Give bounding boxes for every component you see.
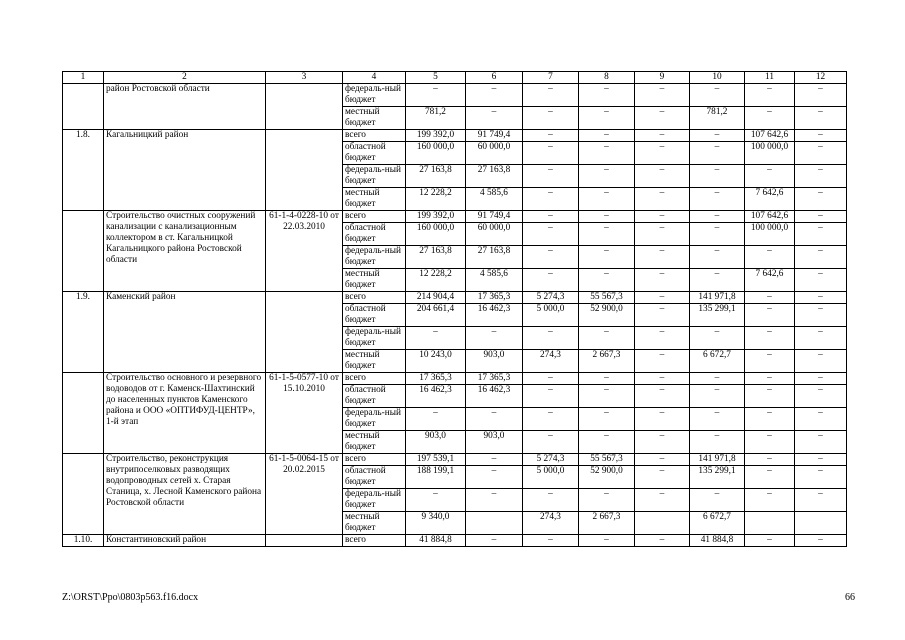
amount-cell: – (466, 107, 523, 130)
funding-source: всего (343, 535, 406, 547)
amount-cell: – (523, 431, 579, 454)
project-code (266, 535, 343, 547)
amount-cell: – (523, 188, 579, 211)
amount-cell: – (795, 142, 847, 165)
amount-cell: – (690, 431, 745, 454)
amount-cell: 91 749,4 (466, 211, 523, 223)
item-number (63, 211, 104, 292)
amount-cell: – (579, 431, 635, 454)
column-number: 11 (745, 72, 795, 84)
amount-cell: 27 163,8 (466, 165, 523, 188)
amount-cell: 4 585,6 (466, 269, 523, 292)
amount-cell: – (635, 304, 690, 327)
table-row (63, 84, 847, 107)
amount-cell: – (579, 165, 635, 188)
table-row (63, 535, 847, 547)
amount-cell: – (745, 385, 795, 408)
amount-cell: – (795, 292, 847, 304)
amount-cell: – (635, 454, 690, 466)
amount-cell: – (579, 246, 635, 269)
amount-cell: – (690, 142, 745, 165)
amount-cell: 7 642,6 (745, 188, 795, 211)
amount-cell: – (579, 84, 635, 107)
amount-cell: – (690, 489, 745, 512)
amount-cell: 141 971,8 (690, 454, 745, 466)
amount-cell: 214 904,4 (406, 292, 466, 304)
amount-cell: – (523, 489, 579, 512)
amount-cell: – (406, 489, 466, 512)
column-number: 6 (466, 72, 523, 84)
amount-cell: 274,3 (523, 512, 579, 535)
funding-source: всего (343, 130, 406, 142)
amount-cell: – (635, 142, 690, 165)
funding-source: федераль-ный бюджет (343, 246, 406, 269)
amount-cell: 135 299,1 (690, 304, 745, 327)
amount-cell: 17 365,3 (466, 373, 523, 385)
funding-source: федераль-ный бюджет (343, 165, 406, 188)
amount-cell: – (795, 246, 847, 269)
amount-cell: – (579, 142, 635, 165)
amount-cell: 188 199,1 (406, 466, 466, 489)
amount-cell: – (466, 466, 523, 489)
amount-cell: – (795, 107, 847, 130)
amount-cell: – (745, 373, 795, 385)
table-row (63, 211, 847, 223)
amount-cell: – (795, 84, 847, 107)
amount-cell: 107 642,6 (745, 211, 795, 223)
amount-cell: 16 462,3 (406, 385, 466, 408)
amount-cell: – (745, 246, 795, 269)
amount-cell: – (579, 188, 635, 211)
column-number: 9 (635, 72, 690, 84)
funding-source: всего (343, 292, 406, 304)
amount-cell: – (795, 373, 847, 385)
amount-cell: – (466, 535, 523, 547)
amount-cell: – (795, 454, 847, 466)
project-code: 61-1-4-0228-10 от 22.03.2010 (266, 211, 343, 292)
amount-cell: 41 884,8 (690, 535, 745, 547)
amount-cell: – (406, 327, 466, 350)
amount-cell: – (579, 130, 635, 142)
amount-cell: 55 567,3 (579, 292, 635, 304)
amount-cell: – (635, 431, 690, 454)
amount-cell: 55 567,3 (579, 454, 635, 466)
amount-cell: – (635, 385, 690, 408)
amount-cell: – (635, 107, 690, 130)
amount-cell: 5 274,3 (523, 454, 579, 466)
project-code: 61-1-5-0577-10 от 15.10.2010 (266, 373, 343, 454)
column-number: 1 (63, 72, 104, 84)
table-row (63, 373, 847, 385)
amount-cell: – (579, 373, 635, 385)
amount-cell: – (635, 188, 690, 211)
amount-cell: – (690, 223, 745, 246)
amount-cell: – (690, 84, 745, 107)
amount-cell: – (745, 431, 795, 454)
amount-cell: – (795, 431, 847, 454)
amount-cell: – (635, 373, 690, 385)
amount-cell: 4 585,6 (466, 188, 523, 211)
amount-cell: – (795, 223, 847, 246)
amount-cell (795, 512, 847, 535)
amount-cell: – (745, 408, 795, 431)
amount-cell: – (635, 211, 690, 223)
amount-cell: – (523, 165, 579, 188)
amount-cell: 903,0 (406, 431, 466, 454)
amount-cell: – (579, 211, 635, 223)
amount-cell: 12 228,2 (406, 269, 466, 292)
amount-cell: – (635, 223, 690, 246)
table-row (63, 454, 847, 466)
amount-cell (745, 512, 795, 535)
amount-cell: 5 000,0 (523, 466, 579, 489)
amount-cell: – (635, 165, 690, 188)
funding-source: областной бюджет (343, 304, 406, 327)
item-name: Строительство основного и резервного водоводов от г. Каменск-Шахтинский до населенных пунктов Каменского района и ООО «ОПТИФУД-ЦЕНТР», 1-й этап (104, 373, 266, 454)
item-name: Кагальницкий район (104, 130, 266, 211)
amount-cell: 100 000,0 (745, 142, 795, 165)
table-row (63, 130, 847, 142)
column-number: 7 (523, 72, 579, 84)
amount-cell: – (690, 408, 745, 431)
column-number: 10 (690, 72, 745, 84)
amount-cell: – (579, 489, 635, 512)
amount-cell: – (795, 408, 847, 431)
amount-cell: – (635, 535, 690, 547)
amount-cell: – (795, 211, 847, 223)
amount-cell: 107 642,6 (745, 130, 795, 142)
amount-cell: 6 672,7 (690, 512, 745, 535)
amount-cell: – (523, 84, 579, 107)
amount-cell: – (466, 408, 523, 431)
amount-cell: 100 000,0 (745, 223, 795, 246)
funding-source: федераль-ный бюджет (343, 489, 406, 512)
footer-file-path: Z:\ORST\Ppo\0803p563.f16.docx (62, 592, 199, 603)
project-code (266, 292, 343, 373)
amount-cell: – (579, 327, 635, 350)
amount-cell: – (745, 454, 795, 466)
funding-source: местный бюджет (343, 188, 406, 211)
column-number: 8 (579, 72, 635, 84)
amount-cell: 204 661,4 (406, 304, 466, 327)
item-name: Каменский район (104, 292, 266, 373)
funding-source: местный бюджет (343, 431, 406, 454)
amount-cell: 17 365,3 (466, 292, 523, 304)
amount-cell: – (690, 269, 745, 292)
amount-cell: – (795, 466, 847, 489)
amount-cell: – (690, 188, 745, 211)
amount-cell: 141 971,8 (690, 292, 745, 304)
amount-cell: – (745, 466, 795, 489)
amount-cell: 60 000,0 (466, 223, 523, 246)
funding-source: местный бюджет (343, 350, 406, 373)
amount-cell: – (635, 269, 690, 292)
item-number (63, 373, 104, 454)
item-name: Строительство, реконструкция внутрипоселковых разводящих водопроводных сетей х. Старая Станица, х. Лесной Каменского района Ростовской области (104, 454, 266, 535)
amount-cell: – (745, 489, 795, 512)
amount-cell: 12 228,2 (406, 188, 466, 211)
amount-cell: 781,2 (406, 107, 466, 130)
amount-cell: – (523, 269, 579, 292)
amount-cell: 27 163,8 (466, 246, 523, 269)
amount-cell: 5 000,0 (523, 304, 579, 327)
amount-cell: – (635, 130, 690, 142)
amount-cell: – (406, 84, 466, 107)
funding-source: областной бюджет (343, 385, 406, 408)
amount-cell (466, 512, 523, 535)
funding-source: областной бюджет (343, 223, 406, 246)
item-number (63, 454, 104, 535)
project-code (266, 130, 343, 211)
amount-cell: – (635, 466, 690, 489)
amount-cell: – (745, 165, 795, 188)
amount-cell: – (690, 165, 745, 188)
amount-cell: – (523, 130, 579, 142)
amount-cell: – (745, 292, 795, 304)
amount-cell: – (690, 246, 745, 269)
funding-source: всего (343, 373, 406, 385)
item-name: Константиновский район (104, 535, 266, 547)
amount-cell: 52 900,0 (579, 304, 635, 327)
amount-cell: – (523, 327, 579, 350)
funding-source: федераль-ный бюджет (343, 84, 406, 107)
amount-cell: 9 340,0 (406, 512, 466, 535)
amount-cell: – (795, 165, 847, 188)
amount-cell: – (795, 350, 847, 373)
amount-cell: – (523, 223, 579, 246)
amount-cell: – (579, 269, 635, 292)
amount-cell: – (635, 489, 690, 512)
amount-cell: – (795, 489, 847, 512)
amount-cell: 52 900,0 (579, 466, 635, 489)
amount-cell: – (523, 535, 579, 547)
amount-cell: – (579, 535, 635, 547)
amount-cell: 16 462,3 (466, 385, 523, 408)
amount-cell: 10 243,0 (406, 350, 466, 373)
amount-cell: – (690, 373, 745, 385)
amount-cell: – (635, 350, 690, 373)
project-code (266, 84, 343, 130)
amount-cell: – (745, 304, 795, 327)
amount-cell: – (579, 223, 635, 246)
amount-cell: 91 749,4 (466, 130, 523, 142)
amount-cell: 2 667,3 (579, 512, 635, 535)
item-number: 1.9. (63, 292, 104, 373)
amount-cell: – (523, 373, 579, 385)
footer-page-number: 66 (845, 592, 855, 603)
amount-cell: 17 365,3 (406, 373, 466, 385)
item-name: район Ростовской области (104, 84, 266, 130)
funding-source: федераль-ный бюджет (343, 408, 406, 431)
amount-cell: – (745, 327, 795, 350)
column-number-row (63, 72, 847, 84)
amount-cell: 160 000,0 (406, 223, 466, 246)
item-number: 1.10. (63, 535, 104, 547)
amount-cell: – (795, 385, 847, 408)
amount-cell: – (523, 107, 579, 130)
amount-cell: 160 000,0 (406, 142, 466, 165)
amount-cell: – (745, 107, 795, 130)
funding-source: областной бюджет (343, 142, 406, 165)
column-number: 4 (343, 72, 406, 84)
amount-cell: 197 539,1 (406, 454, 466, 466)
amount-cell: 7 642,6 (745, 269, 795, 292)
column-number: 2 (104, 72, 266, 84)
amount-cell: – (579, 385, 635, 408)
amount-cell: – (795, 188, 847, 211)
amount-cell: – (466, 489, 523, 512)
amount-cell: – (745, 350, 795, 373)
amount-cell: 903,0 (466, 350, 523, 373)
funding-source: федераль-ный бюджет (343, 327, 406, 350)
amount-cell (635, 512, 690, 535)
amount-cell: – (795, 304, 847, 327)
item-number (63, 84, 104, 130)
amount-cell: – (690, 327, 745, 350)
amount-cell: – (635, 292, 690, 304)
amount-cell: 16 462,3 (466, 304, 523, 327)
amount-cell: 135 299,1 (690, 466, 745, 489)
item-name: Строительство очистных сооружений канализации с канализационным коллектором в ст. Кагальницкой Кагальницкого района Ростовской области (104, 211, 266, 292)
amount-cell: 781,2 (690, 107, 745, 130)
amount-cell: – (635, 246, 690, 269)
project-code: 61-1-5-0064-15 от 20.02.2015 (266, 454, 343, 535)
budget-table (62, 71, 847, 547)
amount-cell: – (690, 211, 745, 223)
amount-cell: – (466, 327, 523, 350)
amount-cell: 199 392,0 (406, 130, 466, 142)
amount-cell: 274,3 (523, 350, 579, 373)
amount-cell: – (523, 211, 579, 223)
funding-source: местный бюджет (343, 512, 406, 535)
amount-cell: – (466, 84, 523, 107)
amount-cell: – (745, 535, 795, 547)
amount-cell: – (523, 408, 579, 431)
amount-cell: – (690, 130, 745, 142)
amount-cell: 60 000,0 (466, 142, 523, 165)
amount-cell: – (690, 385, 745, 408)
amount-cell: – (745, 84, 795, 107)
amount-cell: – (795, 130, 847, 142)
amount-cell: – (523, 142, 579, 165)
amount-cell: 903,0 (466, 431, 523, 454)
amount-cell: – (523, 246, 579, 269)
amount-cell: – (523, 385, 579, 408)
funding-source: областной бюджет (343, 466, 406, 489)
column-number: 3 (266, 72, 343, 84)
amount-cell: – (635, 84, 690, 107)
amount-cell: 27 163,8 (406, 246, 466, 269)
amount-cell: – (579, 107, 635, 130)
column-number: 12 (795, 72, 847, 84)
amount-cell: – (795, 327, 847, 350)
amount-cell: 27 163,8 (406, 165, 466, 188)
funding-source: местный бюджет (343, 107, 406, 130)
amount-cell: – (635, 408, 690, 431)
funding-source: местный бюджет (343, 269, 406, 292)
amount-cell: – (795, 535, 847, 547)
column-number: 5 (406, 72, 466, 84)
amount-cell: 6 672,7 (690, 350, 745, 373)
amount-cell: – (406, 408, 466, 431)
amount-cell: 41 884,8 (406, 535, 466, 547)
funding-source: всего (343, 454, 406, 466)
amount-cell: – (579, 408, 635, 431)
funding-source: всего (343, 211, 406, 223)
amount-cell: 199 392,0 (406, 211, 466, 223)
amount-cell: – (795, 269, 847, 292)
item-number: 1.8. (63, 130, 104, 211)
table-row (63, 292, 847, 304)
amount-cell: – (635, 327, 690, 350)
amount-cell: 2 667,3 (579, 350, 635, 373)
amount-cell: 5 274,3 (523, 292, 579, 304)
amount-cell: – (466, 454, 523, 466)
